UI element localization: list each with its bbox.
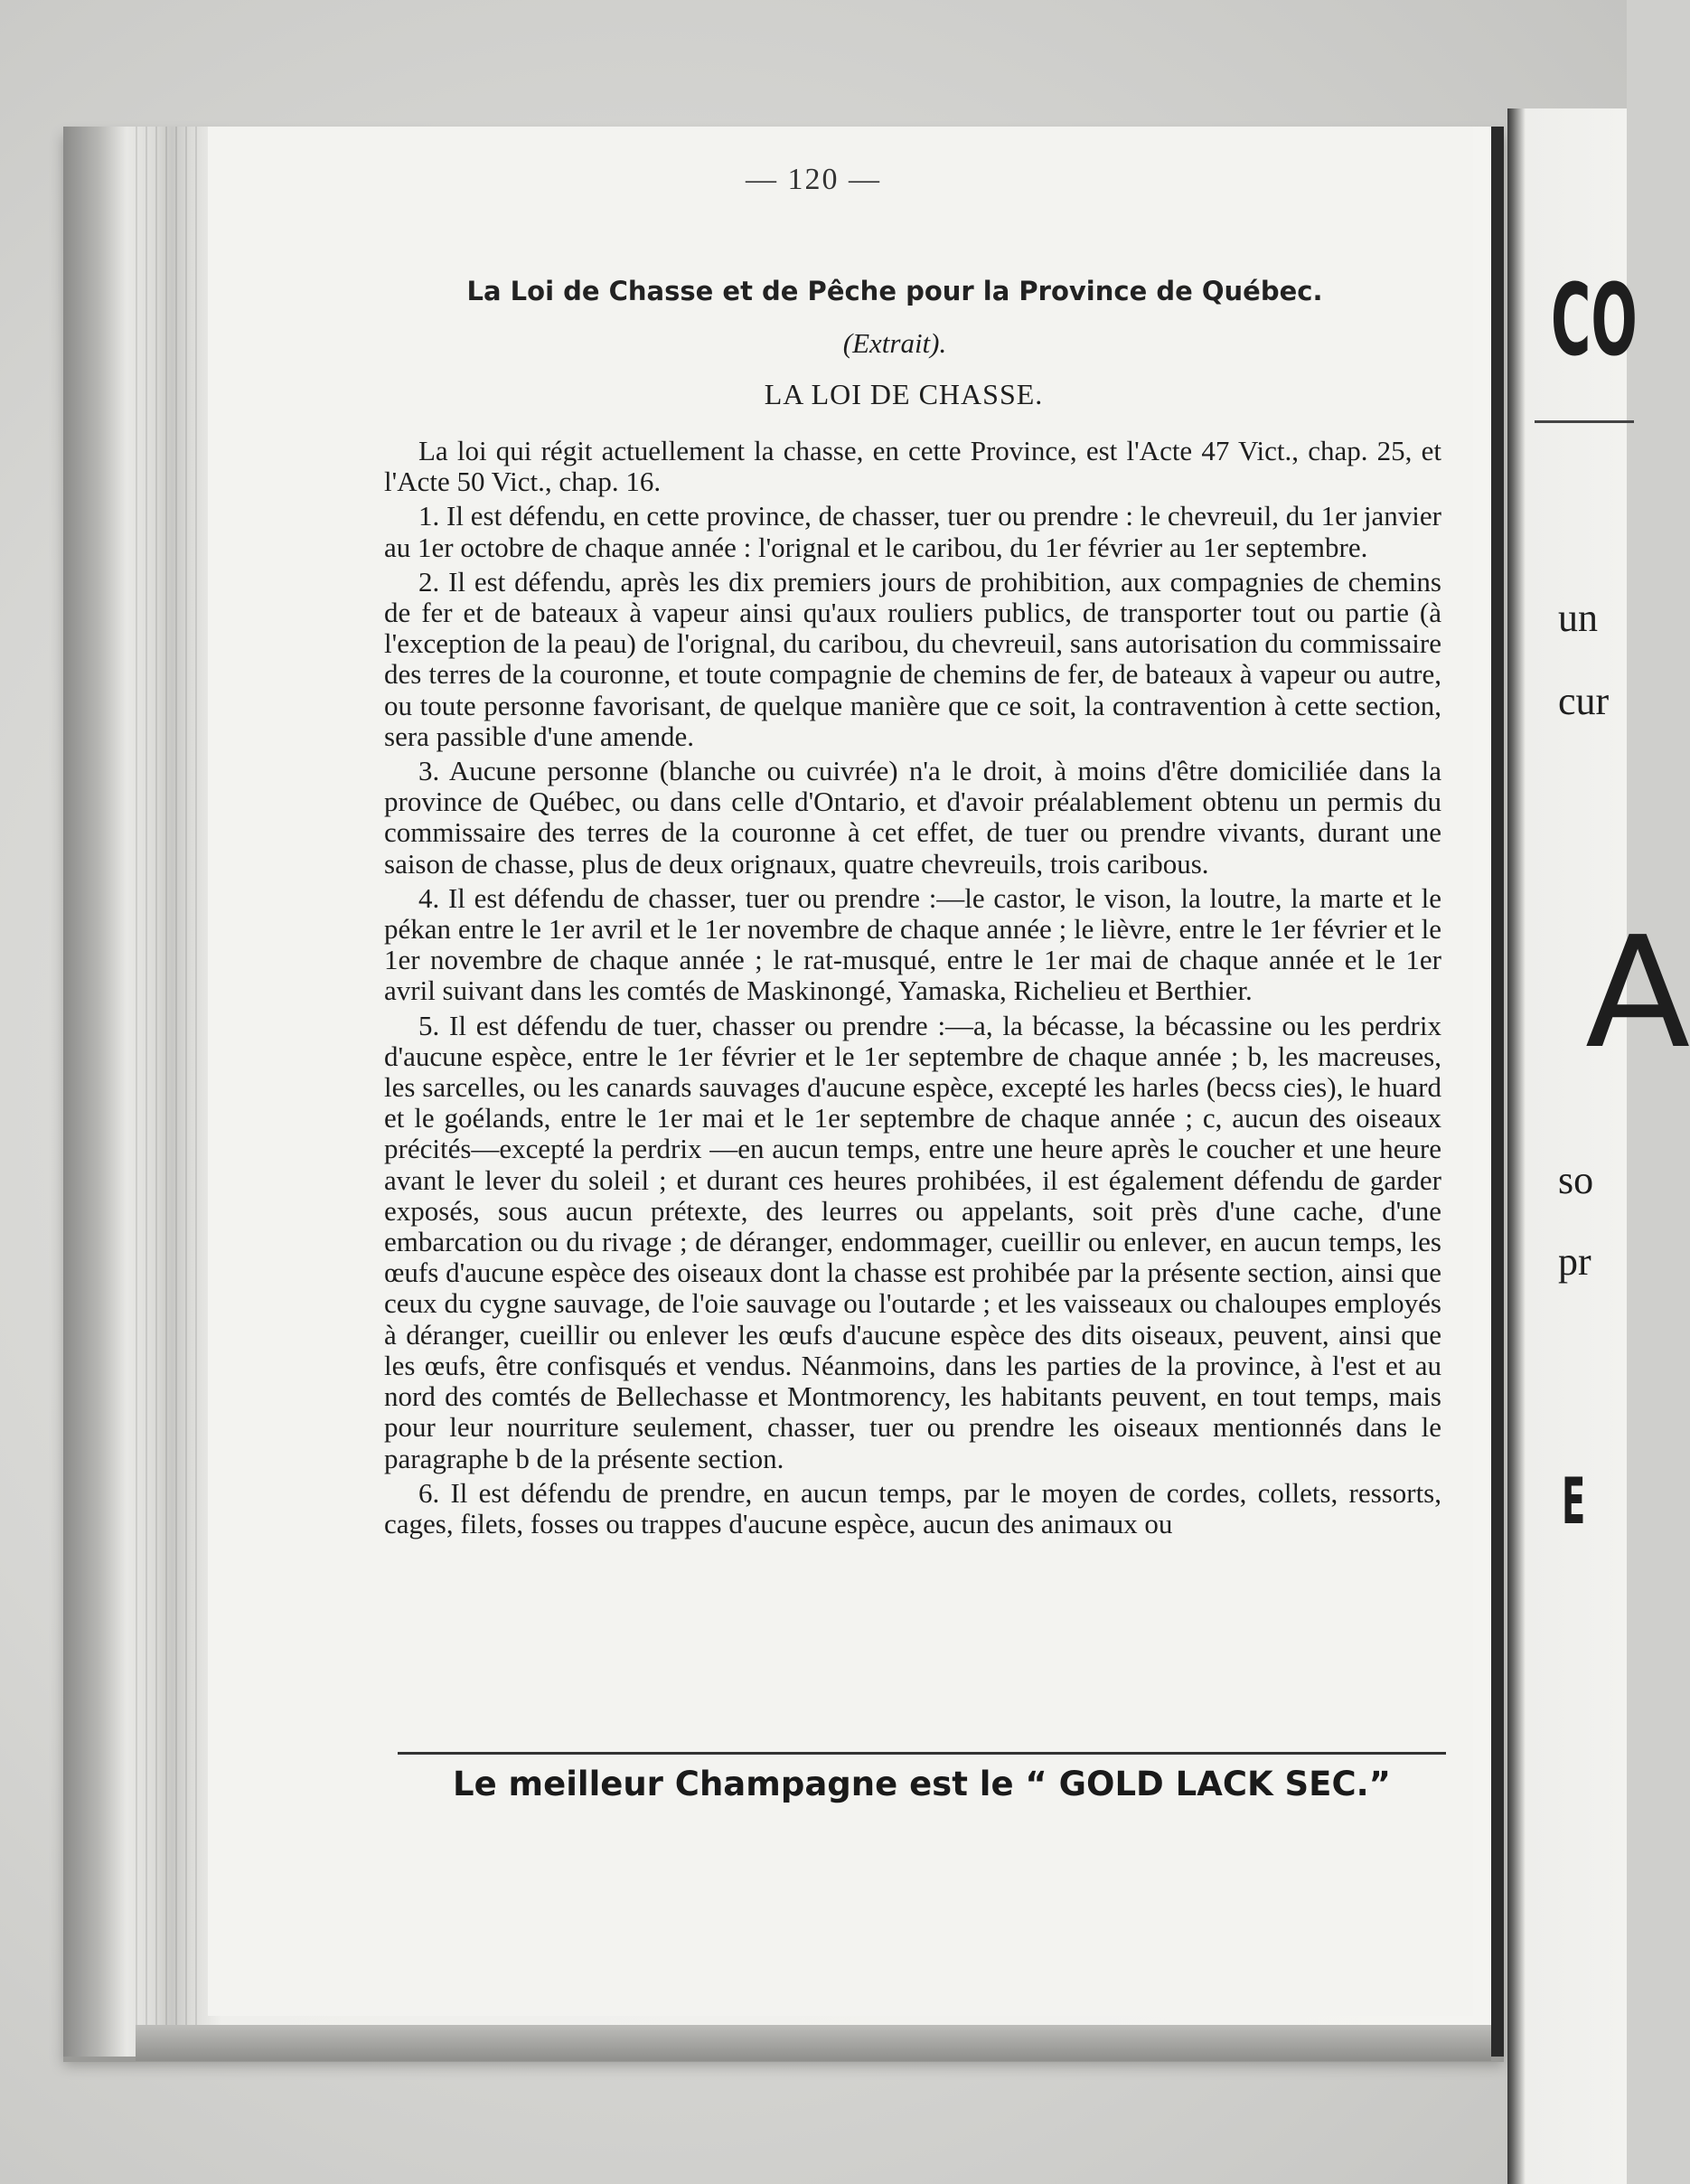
paragraph-intro: La loi qui régit actuellement la chasse, en cette Province, est l'Acte 47 Vict., chap. 25, et l'Acte 50 Vict., chap. 16. [384, 435, 1441, 498]
paragraph-6: 6. Il est défendu de prendre, en aucun temps, par le moyen de cordes, collets, ressorts, cages, filets, fosses ou trappes d'aucune espèce, aucun des animaux ou [384, 1476, 1441, 1539]
paragraph-5: 5. Il est défendu de tuer, chasser ou prendre :—a, la bécasse, la bécassine ou les perdrix d'aucune espèce, entre le 1er février et le 1er septembre de chaque année ; b, les macreuses, les sarcelles, ou les canards sauvages d'aucune espèce, excepté les harles (becss cies), le huard et le goélands, entre le 1er mai et le 1er septembre de chaque année ; c, aucun des oiseaux précités—excepté la perdrix —en aucun temps, entre une heure après le coucher et une heure avant le lever du soleil ; et durant ces heures prohibées, il est également défendu de garder exposés, sous aucun prétexte, des leurres ou appelants, soit près d'une cache, d'une embarcation ou du rivage ; de déranger, endommager, cueillir ou enlever, en aucun temps, les œufs d'aucune espèce des oiseaux dont la chasse est prohibée par la présente section, ainsi que ceux du cygne sauvage, de l'oie sauvage ou l'outarde ; et les vaisseaux ou chaloupes employés à déranger, cueillir ou enlever les œufs d'aucune espèce des dits oiseaux, peuvent, ainsi que les œufs, être confisqués et vendus. Néanmoins, dans les parties de la province, à l'est et au nord des comtés de Bellechasse et Montmorency, les habitants peuvent, en tout temps, mais pour leur nourriture seulement, chasser, tuer ou prendre les oiseaux mentionnés dans le paragraphe b de la présente section. [384, 1009, 1441, 1474]
adjacent-line-5: E [1562, 1464, 1586, 1539]
page-number: — 120 — [746, 163, 881, 196]
adjacent-line-4: pr [1558, 1239, 1591, 1284]
adjacent-big-letter: A [1585, 904, 1690, 1083]
page-edges [136, 127, 199, 2057]
body-text [384, 436, 1441, 1543]
adjacent-line-2: cur [1558, 679, 1610, 723]
adjacent-page [1507, 108, 1690, 2184]
section-heading: LA LOI DE CHASSE. [764, 378, 1044, 410]
document-subtitle: (Extrait). [842, 327, 947, 359]
paragraph-4: 4. Il est défendu de chasser, tuer ou prendre :—le castor, le vison, la loutre, la marte et le pékan entre le 1er avril et le 1er novembre de chaque année ; le lièvre, entre le 1er février et le 1er novembre de chaque année ; le rat-musqué, entre le 1er mai de chaque année et le 1er avril suivant dans les comtés de Maskinongé, Yamaska, Richelieu et Berthier. [384, 881, 1441, 1007]
footer-rule [398, 1752, 1446, 1755]
paragraph-3: 3. Aucune personne (blanche ou cuivrée) n'a le droit, à moins d'être domiciliée dans la province de Québec, ou dans celle d'Ontario, et d'avoir préalablement obtenu un permis du commissaire des terres de la couronne à cet effet, de tuer ou prendre vivants, durant une saison de chasse, plus de deux orignaux, quatre chevreuils, trois caribous. [384, 755, 1441, 880]
paragraph-1: 1. Il est défendu, en cette province, de chasser, tuer ou prendre : le chevreuil, du 1er janvier au 1er octobre de chaque année : l'orignal et le caribou, du 1er février au 1er septembre. [384, 500, 1441, 563]
paragraph-2: 2. Il est défendu, après les dix premiers jours de prohibition, aux compagnies de chemins de fer et de bateaux à vapeur ainsi qu'aux rouliers publics, de transporter tout ou partie (à l'exception de la peau) de l'orignal, du caribou, du chevreuil, sans autorisation du commissaire des terres de la couronne, et toute compagnie de chemins de fer, de bateaux à vapeur ou autre, ou toute personne favorisant, de quelque manière que ce soit, la contravention à cette section, sera passible d'une amende. [384, 565, 1441, 752]
adjacent-rule [1535, 420, 1634, 423]
adjacent-line-3: so [1558, 1158, 1594, 1202]
page-bottom-edge [136, 2025, 1491, 2061]
adjacent-line-1: un [1558, 596, 1598, 640]
adjacent-heading: CO [1551, 262, 1638, 378]
footer-advertisement: Le meilleur Champagne est le “ GOLD LACK SEC.” [453, 1765, 1391, 1803]
document-title: La Loi de Chasse et de Pêche pour la Province de Québec. [466, 276, 1323, 306]
